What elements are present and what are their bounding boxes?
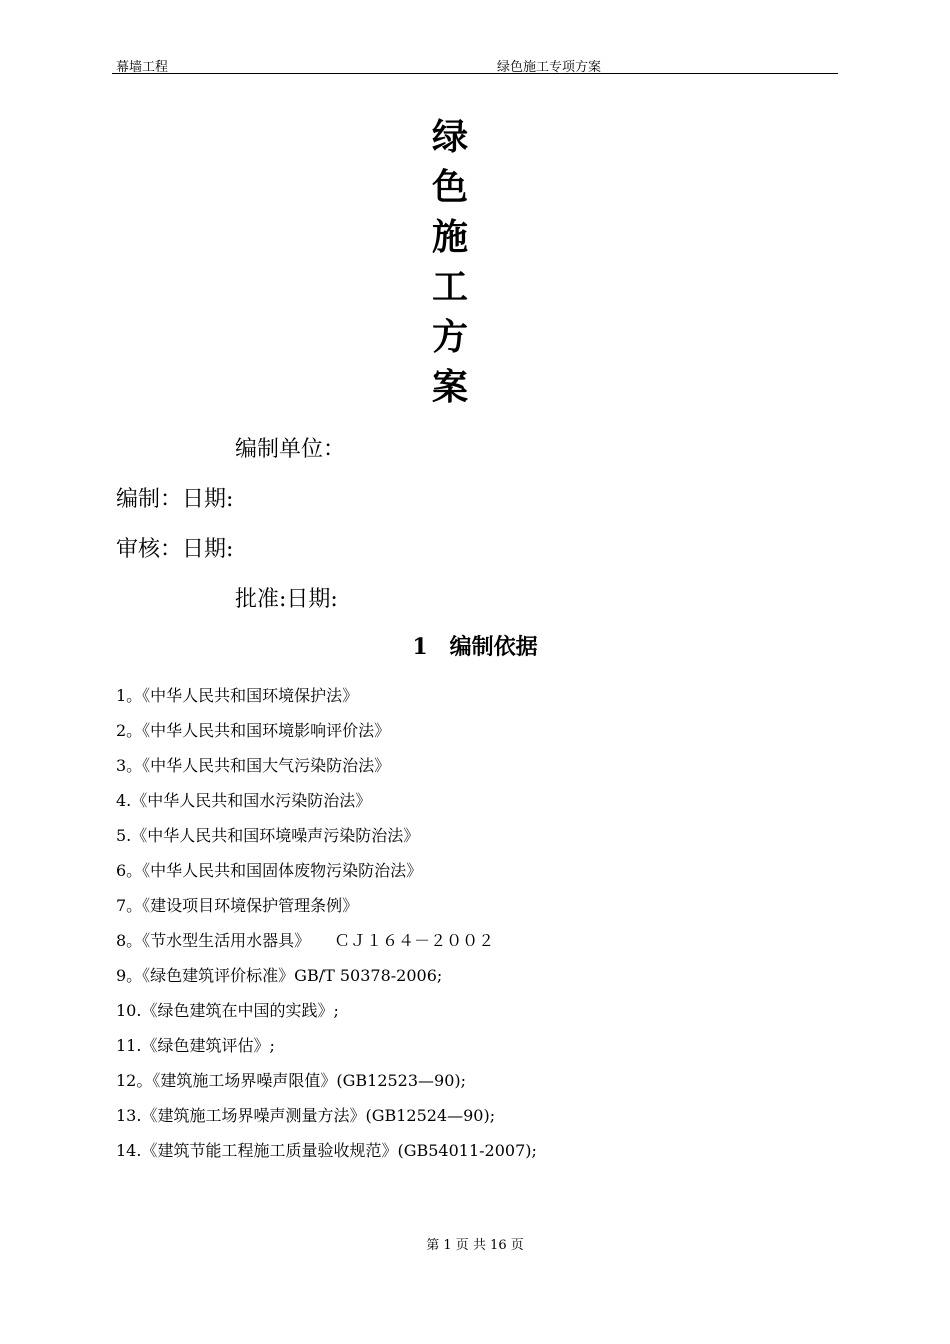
document-title (420, 112, 480, 412)
list-item: 13.《建筑施工场界噪声测量方法》(GB12524—90); (116, 1106, 496, 1125)
page-header (112, 54, 838, 74)
list-item: 11.《绿色建筑评估》; (116, 1036, 275, 1055)
title-char: 色 (431, 166, 468, 208)
list-item: 4.《中华人民共和国水污染防治法》 (116, 791, 372, 810)
list-item: 12。《建筑施工场界噪声限值》(GB12523—90); (116, 1071, 467, 1090)
list-item: 7。《建设项目环境保护管理条例》 (116, 896, 359, 915)
title-char: 方 (431, 316, 468, 358)
list-item: 2。《中华人民共和国环境影响评价法》 (116, 721, 391, 740)
list-item: 10.《绿色建筑在中国的实践》; (116, 1001, 339, 1020)
reference-list (116, 684, 537, 1174)
list-item: 3。《中华人民共和国大气污染防治法》 (116, 756, 391, 775)
list-item: 1。《中华人民共和国环境保护法》 (116, 686, 359, 705)
header-doc-title: 绿色施工专项方案 (497, 60, 602, 75)
title-char: 案 (431, 366, 468, 408)
title-char: 施 (431, 216, 468, 258)
sign-reviewed: 审核：日期: (116, 537, 234, 562)
title-char: 绿 (431, 116, 468, 158)
page-footer: 第 1 页 共 16 页 (426, 1238, 524, 1253)
list-item: 14.《建筑节能工程施工质量验收规范》(GB54011-2007); (116, 1141, 537, 1160)
sign-compiled: 编制：日期: (116, 487, 234, 512)
section-number: 1 (412, 634, 428, 660)
title-char: 工 (431, 266, 468, 308)
section-heading (0, 630, 950, 661)
list-item: 9。《绿色建筑评价标准》GB/T 50378-2006; (116, 966, 443, 985)
list-item: 8。《节水型生活用水器具》 ＣＪ１６４－２００２ (116, 931, 495, 950)
header-project: 幕墙工程 (116, 60, 169, 75)
sign-unit: 编制单位： (235, 437, 346, 462)
section-title: 编制依据 (449, 635, 538, 660)
sign-approved: 批准:日期: (235, 587, 338, 612)
list-item: 6。《中华人民共和国固体废物污染防治法》 (116, 861, 423, 880)
list-item: 5.《中华人民共和国环境噪声污染防治法》 (116, 826, 420, 845)
